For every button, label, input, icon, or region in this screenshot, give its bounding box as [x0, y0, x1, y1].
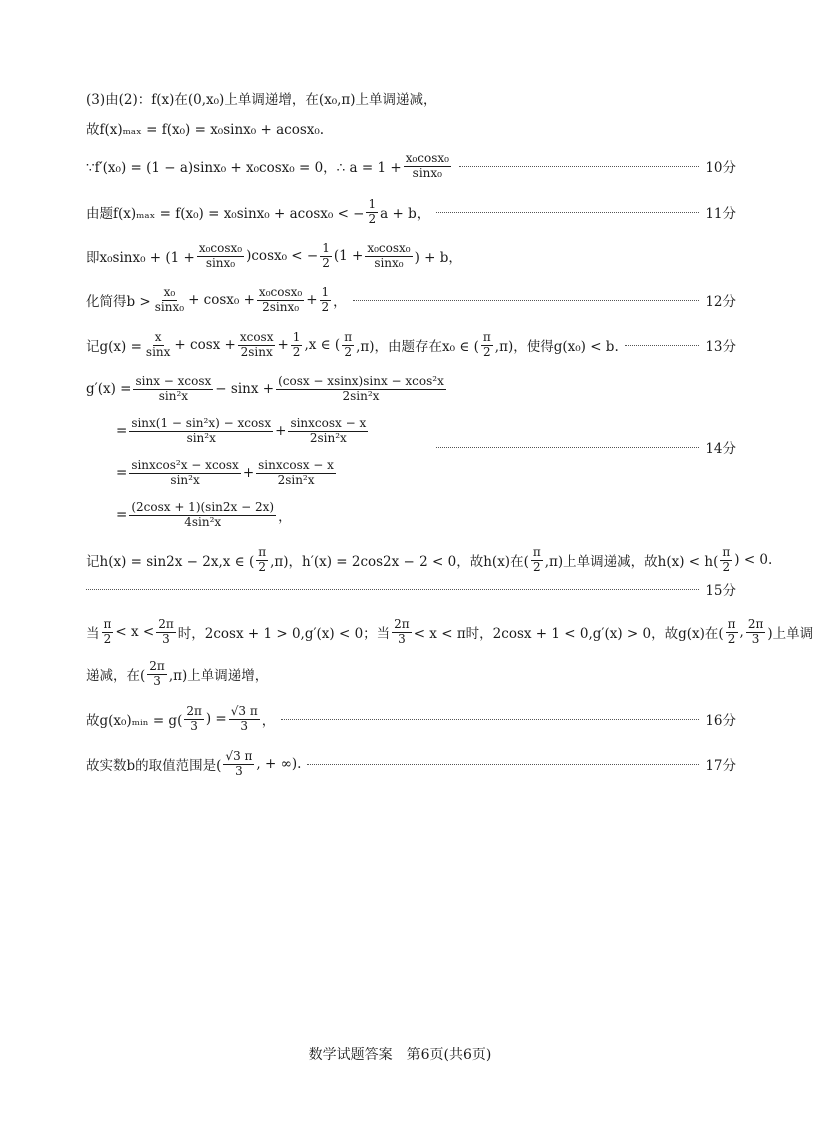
text: ,π)上单调递增，	[168, 668, 269, 685]
text: 即x₀sinx₀ + (1 +	[86, 250, 195, 267]
fraction	[147, 660, 167, 689]
fraction	[229, 705, 260, 734]
fraction	[223, 750, 254, 779]
denominator: 2sinx₀	[262, 299, 300, 314]
fraction	[366, 198, 378, 227]
fraction	[197, 242, 244, 271]
text: + cosx +	[174, 337, 236, 354]
fraction	[133, 375, 213, 404]
text: =	[116, 465, 128, 481]
text: 记h(x) = sin2x − 2x,x ∈ (	[86, 554, 255, 571]
numerator: xcosx	[239, 330, 274, 344]
denominator: 2	[368, 211, 377, 226]
numerator: √3 π	[225, 749, 253, 763]
fraction	[153, 286, 186, 315]
numerator: 2π	[747, 617, 764, 631]
numerator: π	[532, 545, 541, 559]
text: ,π)，h′(x) = 2cos2x − 2 < 0，故h(x)在(	[270, 554, 529, 571]
fraction	[365, 242, 412, 271]
fraction	[726, 618, 738, 647]
text: 化简得b >	[86, 294, 151, 311]
fraction	[720, 546, 732, 575]
fraction	[288, 417, 368, 446]
fraction	[481, 331, 493, 360]
fraction	[102, 618, 114, 647]
text: =	[116, 507, 128, 523]
step-substitute	[86, 242, 736, 271]
dotted-leader	[625, 345, 700, 346]
score-label: 14分	[705, 441, 736, 457]
fraction	[746, 618, 766, 647]
text: < x < π时，2cosx + 1 < 0,g′(x) > 0，故g(x)在(	[413, 626, 724, 643]
text: ，	[261, 713, 276, 730]
fraction	[129, 417, 273, 446]
dotted-leader	[459, 166, 699, 167]
derivative-row	[86, 494, 446, 536]
fraction	[531, 546, 543, 575]
text: ) + b，	[414, 250, 462, 267]
dotted-leader	[86, 589, 699, 590]
score-label: 12分	[705, 294, 736, 311]
denominator: 2	[344, 344, 352, 359]
text: =	[116, 423, 128, 439]
denominator: sinx₀	[374, 255, 404, 270]
numerator: 1	[368, 197, 377, 211]
step-define-g	[86, 331, 736, 360]
denominator: 2	[727, 631, 736, 646]
numerator: 2π	[186, 704, 202, 718]
numerator: 2π	[394, 617, 410, 631]
fraction	[256, 546, 268, 575]
fraction	[238, 331, 276, 360]
text: (3)由(2)：f(x)在(0,x₀)上单调递增，在(x₀,π)上单调递减，	[86, 92, 437, 108]
denominator: 2	[532, 559, 541, 574]
step-derivative-zero	[86, 152, 736, 181]
text: − sinx +	[215, 381, 275, 397]
fraction	[256, 459, 336, 488]
score-label: 10分	[705, 160, 736, 177]
numerator: x₀	[163, 285, 176, 299]
text: 记g(x) =	[86, 339, 142, 356]
dotted-leader	[436, 447, 699, 448]
dotted-leader	[436, 212, 699, 213]
text: 由题f(x)ₘₐₓ = f(x₀) = x₀sinx₀ + acosx₀ < −	[86, 206, 365, 223]
dotted-leader	[281, 719, 699, 720]
denominator: 3	[235, 763, 243, 778]
derivative-score-row	[430, 437, 736, 457]
text: 递减，在(	[86, 668, 146, 685]
denominator: 3	[153, 673, 161, 688]
text: +	[306, 292, 318, 309]
fraction	[257, 286, 304, 315]
score-label: 13分	[705, 339, 736, 356]
text: 当	[86, 626, 100, 643]
numerator: 1	[321, 285, 330, 299]
fraction	[404, 152, 451, 181]
numerator: π	[722, 545, 731, 559]
numerator: x	[154, 330, 162, 344]
denominator: 2	[103, 631, 112, 646]
denominator: 2	[258, 559, 266, 574]
denominator: sinx	[145, 344, 171, 359]
numerator: π	[727, 617, 736, 631]
numerator: (2cosx + 1)(sin2x − 2x)	[131, 499, 275, 514]
numerator: x₀cosx₀	[198, 241, 243, 255]
numerator: π	[482, 330, 491, 344]
fraction	[156, 618, 176, 647]
denominator: sin²x	[170, 472, 200, 487]
text: ,π)，使得g(x₀) < b.	[494, 339, 619, 356]
page-footer: 数学试题答案 第6页(共6页)	[308, 1047, 492, 1063]
derivative-row	[86, 368, 446, 410]
text: +	[275, 423, 287, 439]
score-label: 16分	[705, 713, 736, 730]
denominator: 2sin²x	[309, 430, 347, 445]
dotted-leader	[307, 764, 699, 765]
denominator: 4sin²x	[184, 514, 222, 529]
step-simplify	[86, 286, 736, 315]
dotted-leader	[353, 300, 700, 301]
text: < x <	[115, 624, 155, 641]
denominator: sinx₀	[154, 299, 185, 314]
denominator: 3	[240, 718, 249, 733]
denominator: 3	[751, 631, 760, 646]
text: 故g(x₀)ₘᵢₙ = g(	[86, 713, 183, 730]
numerator: sinxcosx − x	[290, 415, 367, 430]
denominator: sin²x	[186, 430, 216, 445]
step-monotonic-cont	[86, 660, 736, 689]
text: , + ∞).	[256, 756, 302, 773]
text: )cosx₀ < −	[246, 248, 319, 265]
step-inequality	[86, 198, 736, 227]
fraction	[129, 501, 276, 530]
denominator: 2sin²x	[342, 388, 380, 403]
denominator: 2	[722, 559, 731, 574]
text: +	[277, 337, 289, 354]
derivative-row	[86, 410, 446, 452]
text: g′(x) =	[86, 381, 132, 397]
fraction	[291, 331, 303, 360]
score-label: 15分	[705, 583, 736, 599]
denominator: 3	[162, 631, 170, 646]
text: ) < 0.	[734, 552, 773, 569]
text: ) =	[205, 711, 227, 728]
fraction	[129, 459, 241, 488]
denominator: 3	[398, 631, 406, 646]
numerator: 2π	[149, 659, 165, 673]
text: ,x ∈ (	[304, 337, 341, 354]
text: 故f(x)ₘₐₓ = f(x₀) = x₀sinx₀ + acosx₀.	[86, 122, 325, 138]
text: a + b，	[380, 206, 431, 223]
denominator: 2	[321, 299, 330, 314]
denominator: 2	[322, 255, 330, 270]
step-define-h	[86, 545, 773, 575]
text: + cosx₀ +	[188, 292, 255, 309]
denominator: sinx₀	[205, 255, 236, 270]
score-label: 17分	[705, 758, 736, 775]
denominator: 2	[292, 344, 301, 359]
fraction	[276, 375, 446, 404]
numerator: π	[103, 617, 112, 631]
numerator: sinx − xcosx	[135, 373, 212, 388]
numerator: √3 π	[230, 704, 258, 718]
denominator: 2	[483, 344, 491, 359]
numerator: x₀cosx₀	[258, 285, 303, 299]
text: ，	[333, 294, 347, 311]
step-intro	[86, 88, 736, 108]
text: (1 +	[333, 248, 364, 265]
numerator: x₀cosx₀	[367, 241, 411, 255]
fraction	[184, 705, 204, 734]
numerator: sinxcos²x − xcosx	[131, 457, 239, 472]
text: 故实数b的取值范围是(	[86, 758, 222, 775]
fraction	[320, 242, 332, 271]
numerator: π	[258, 545, 267, 559]
numerator: x₀cosx₀	[405, 151, 449, 165]
fraction	[342, 331, 354, 360]
text: ∵f′(x₀) = (1 − a)sinx₀ + x₀cosx₀ = 0，∴ a = 1 +	[86, 160, 402, 177]
step-conclusion	[86, 750, 736, 779]
score-label: 11分	[705, 206, 736, 223]
numerator: (cosx − xsinx)sinx − xcos²x	[278, 373, 444, 388]
text: ，	[278, 509, 292, 525]
derivative-row	[86, 452, 446, 494]
text: ,	[739, 624, 744, 641]
derivative-block	[86, 368, 446, 536]
step-max-value	[86, 118, 736, 138]
text: 时，2cosx + 1 > 0,g′(x) < 0；当	[177, 626, 391, 643]
text: +	[242, 465, 255, 481]
numerator: sinx(1 − sin²x) − xcosx	[131, 415, 272, 430]
step-min-value	[86, 705, 736, 734]
denominator: 2sin²x	[277, 472, 315, 487]
fraction	[320, 286, 332, 315]
fraction	[392, 618, 412, 647]
fraction	[144, 331, 173, 360]
denominator: 2sinx	[240, 344, 273, 359]
text: ,π)上单调递减，故h(x) < h(	[544, 554, 719, 571]
numerator: 1	[322, 241, 330, 255]
score-row-15	[86, 579, 736, 599]
text: )上单调	[767, 626, 813, 643]
numerator: 1	[292, 330, 301, 344]
denominator: sinx₀	[412, 165, 442, 180]
text: ,π)，由题存在x₀ ∈ (	[356, 339, 479, 356]
numerator: 2π	[158, 617, 174, 631]
denominator: 3	[190, 718, 198, 733]
numerator: sinxcosx − x	[258, 457, 334, 472]
numerator: π	[344, 330, 353, 344]
denominator: sin²x	[158, 388, 189, 403]
